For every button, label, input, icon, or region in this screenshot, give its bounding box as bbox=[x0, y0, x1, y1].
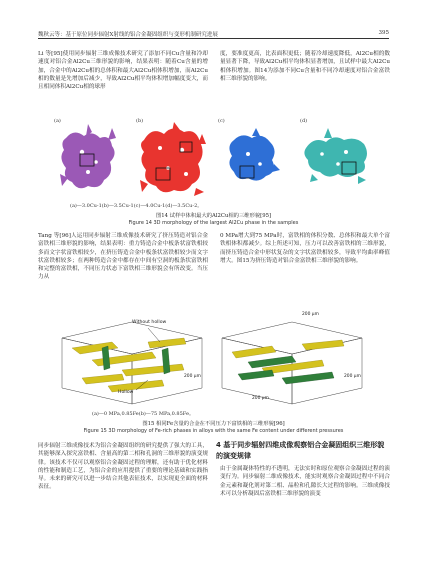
text-top-right bbox=[220, 50, 390, 83]
dimension-label: 200 μm bbox=[184, 374, 201, 379]
running-header: 魏秋云等：基于原位同步辐射X射线的铝合金凝固组织与变形机制研究进展 bbox=[38, 32, 218, 38]
figure-14-panel-a bbox=[52, 118, 128, 200]
section-heading: 4 基于同步辐射四维成像观察铝合金凝固组织三维形貌的演变规律 bbox=[216, 441, 385, 460]
figure-14-caption: 图14 试样中体积最大的Al2Cu相的三维形貌[95] bbox=[155, 213, 272, 219]
text-top-left bbox=[38, 50, 208, 91]
dimension-label: 200 μm bbox=[302, 312, 319, 317]
text-mid-left bbox=[38, 232, 208, 282]
figure-14-key: (a)—3.0Cu-1(b)—3.5Cu-1(c)—4.0Cu-1(d)—3.5Cu-2。 bbox=[70, 203, 203, 209]
morphology-blob-a bbox=[60, 124, 116, 188]
figure-15-caption-en: Figure 15 3D morphology of Fe-rich phases in alloys with the same Fe content under different pressures bbox=[83, 428, 344, 434]
paragraph: Li 等[95]使用同步辐射三维成像技术研究了添加不同Cu含量和冷却速度对铝合金Al2Cu三维形貌的影响，结果表明：随着Cu含量的增加，合金中的Al2Cu相的总体积和最大Al2Cu相体积增加，而Al2Cu相的数量是先增加后减少，导致Al2Cu相平均体积增加幅度变大，而且相同体积Al2Cu相的球形 bbox=[38, 51, 208, 91]
figure-15-caption: 图15 相同Fe含量的合金在不同压力下富铁相的三维形貌[96] bbox=[142, 421, 285, 427]
panel-label: (d) bbox=[300, 118, 308, 124]
paragraph: Tang 等[96]人运用同步辐射三维成像技术研究了挤压铸造对铝合金富铁相三维形貌的影响，结果表明：重力铸造合金中板条状富铁相较多而文字状富铁相较少，在挤压铸造合金中板条状富铁相较少而文字状富铁相较多；在两种铸造合金中都存在中间有空洞的板条状富铁相和完整的富铁相，不同压力状态下富铁相三维形貌会有所改变。当压力从 bbox=[38, 233, 208, 281]
paragraph: 0 MPa增大到75 MPa时，富铁相的体积分数、总体积和最大单个富铁相体积都减少。综上所述可知，压力可以改善富铁相的三维形貌，而挤压铸造合金中形状复杂的文字状富铁相较多，导致平均曲率峰值增大。图15为挤压铸造对铝合金富铁相三维形貌的影响。 bbox=[220, 233, 390, 264]
figure-15-panel-b bbox=[222, 322, 362, 404]
dimension-label: 200 μm bbox=[252, 396, 269, 401]
paragraph: 度，要准度更高，比表面积更低；随着冷却速度降低，Al2Cu相的数量显著下降，导致Al2Cu相平均体积显著增加，且试样中最大Al2Cu相体积增加。图14为添加不同Cu含量和不同冷却速度对铝合金富铁相三维形貌的影响。 bbox=[220, 51, 390, 82]
figure-14-panel-c bbox=[216, 118, 292, 200]
figure-14-panel-d bbox=[298, 118, 374, 200]
text-bottom-left bbox=[38, 442, 208, 492]
header-rule bbox=[38, 38, 389, 39]
figure-15 bbox=[52, 308, 372, 408]
panel-label: (a) bbox=[54, 118, 61, 124]
figure-14 bbox=[52, 118, 372, 200]
hollow-label: Hollow bbox=[118, 390, 134, 395]
paragraph: 由于金属凝体特性的不透明，无法实时和原位观察合金凝固过程的演变行为。同步辐射二维成像技术，能实时观察合金凝固过程中不同合金元素和凝化剂对第二相、晶粒和孔隙长大过程的影响。三维成像技术可以分析凝固后富铁相三维形貌的演变 bbox=[220, 466, 390, 497]
paragraph: 同步辐射三维成像技术为铝合金凝固组织的研究提供了强大的工具，其能够深入探究富铁相、含量高的第二相和孔洞的三维形貌的演变规律。该技术不仅可以观察铝合金凝固过程的理解，还有助于优化材料的性能和制造工艺，为铝合金的应用提供了重要的理论基础和实践指导。未来的研究可以进一步结合其他表征技术，以实现更全面的材料表征。 bbox=[38, 443, 208, 491]
panel-label: (b) bbox=[136, 118, 144, 124]
dimension-label: 200 μm bbox=[344, 374, 361, 379]
figure-15-key: (a)—0 MPa,0.85Fe(b)—75 MPa,0.85Fe。 bbox=[92, 411, 194, 417]
panel-label: (c) bbox=[218, 118, 225, 124]
figure-14-caption-en: Figure 14 3D morphology of the largest Al2Cu phase in the samples bbox=[128, 220, 299, 226]
figure-14-panel-b bbox=[134, 118, 210, 200]
page-number: 395 bbox=[378, 30, 389, 36]
without-hollow-label: Without hollow bbox=[132, 320, 167, 325]
text-mid-right bbox=[220, 232, 390, 265]
text-bottom-right bbox=[220, 465, 390, 498]
